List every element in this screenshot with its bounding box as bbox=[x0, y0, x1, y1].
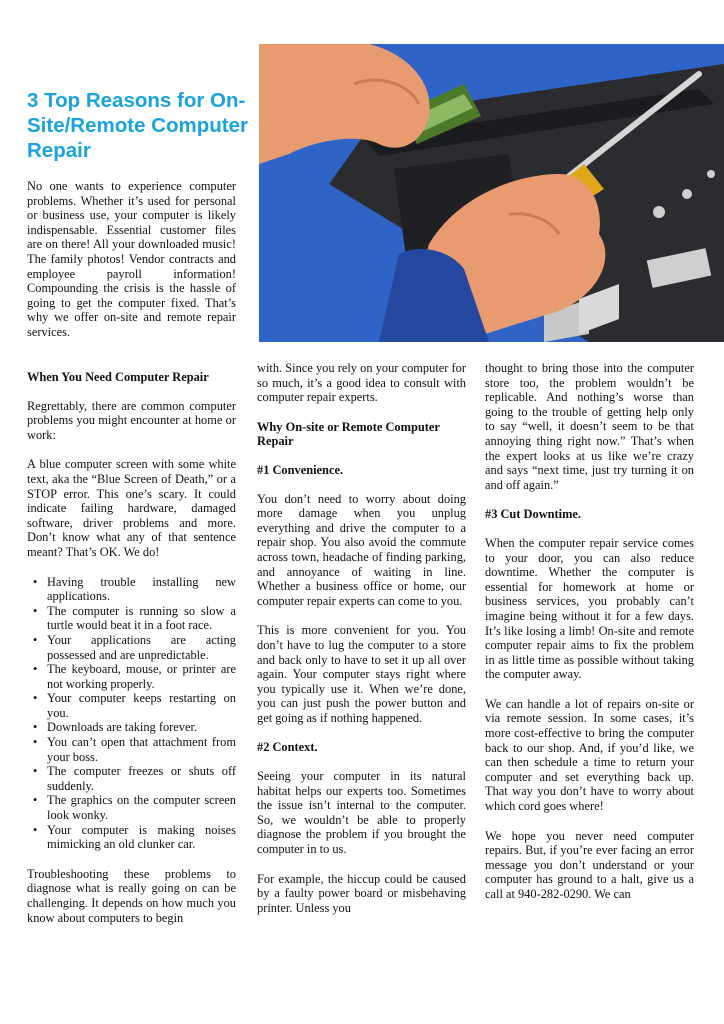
paragraph: You don’t need to worry about doing more damage when you unplug everything and drive the computer to a repair shop. You also avoid the commute across town, headache of finding parking, and annoyance of waiting in line. Whether a business office or home, our computer repair experts can come to you. bbox=[257, 491, 466, 608]
subheading-context: #2 Context. bbox=[257, 740, 318, 755]
list-item: • Your computer is making noises mimicking an old clunker car. bbox=[47, 823, 236, 852]
section-heading: When You Need Computer Repair bbox=[27, 370, 209, 384]
problem-list bbox=[27, 575, 236, 852]
intro-paragraph: No one wants to experience computer problems. Whether it’s used for personal or business use, your computer is likely indispensable. Essential customer files are on there! All your downloaded music! The family photos! Vendor contracts and employee payroll information! Compounding the crisis is the hassle of going to get the computer fixed. That’s why we offer on-site and remote repair services. bbox=[27, 179, 236, 339]
paragraph: thought to bring those into the computer store too, the problem wouldn’t be replicable. And nothing’s worse than going to the trouble of getting help only to say “well, it doesn’t seem to be that annoying thing right now.” That’s when the expert looks at us like we’re crazy and says “next time, just try turning it on and off again.” bbox=[485, 361, 694, 492]
list-item: • The computer is running so slow a turtle would beat it in a foot race. bbox=[47, 604, 236, 633]
laptop-repair-illustration bbox=[259, 44, 724, 342]
intro-column bbox=[27, 179, 236, 355]
paragraph: A blue computer screen with some white text, aka the “Blue Screen of Death,” or a STOP error. This one’s scary. It could indicate failing hardware, damaged software, driver problems and more. Don’t know what any of that sentence meant? That’s OK. We do! bbox=[27, 457, 236, 559]
subheading-cut-downtime: #3 Cut Downtime. bbox=[485, 507, 582, 522]
column-2 bbox=[257, 361, 466, 930]
column-3 bbox=[485, 361, 694, 917]
laptop-repair-icon bbox=[259, 44, 724, 342]
list-item: • The graphics on the computer screen look wonky. bbox=[47, 793, 236, 822]
paragraph: Troubleshooting these problems to diagnose what is really going on can be challenging. It depends on how much you know about computers to begin bbox=[27, 866, 236, 925]
article-title: 3 Top Reasons for On-Site/Remote Computer Repair bbox=[27, 89, 248, 162]
list-item: • Your applications are acting possessed and are unpredictable. bbox=[47, 633, 236, 662]
column-1 bbox=[27, 370, 236, 940]
paragraph: Seeing your computer in its natural habitat helps our experts too. Sometimes the issue isn’t internal to the computer. So, we wouldn’t be able to properly diagnose the problem if you brought the computer in to us. bbox=[257, 769, 466, 857]
list-item: • Your computer keeps restarting on you. bbox=[47, 691, 236, 720]
list-item: • The computer freezes or shuts off suddenly. bbox=[47, 764, 236, 793]
paragraph: For example, the hiccup could be caused by a faulty power board or misbehaving printer. Unless you bbox=[257, 871, 466, 915]
list-item: • Downloads are taking forever. bbox=[47, 720, 236, 735]
paragraph: We can handle a lot of repairs on-site or via remote session. In some cases, it’s more cost-effective to bring the computer back to our shop. And, if you’d like, we can then schedule a time to return your computer and set everything back up. That way you don’t have to worry about which cord goes where! bbox=[485, 696, 694, 814]
paragraph: When the computer repair service comes to your door, you can also reduce downtime. Whether the computer is essential for homework at home or business services, you probably can’t imagine being without it for a few days. It’s like losing a limb! On-site and remote computer repair aims to fix the problem in as little time as possible without taking the computer away. bbox=[485, 535, 694, 682]
section-heading: Why On-site or Remote Computer Repair bbox=[257, 419, 440, 449]
paragraph: Regrettably, there are common computer problems you might encounter at home or work: bbox=[27, 398, 236, 442]
subheading-convenience: #1 Convenience. bbox=[257, 462, 344, 477]
list-item: • You can’t open that attachment from your boss. bbox=[47, 735, 236, 764]
paragraph: This is more convenient for you. You don’t have to lug the computer to a store and back only to have to set it up all over again. Your computer stays right where you typically use it. When we’re done, you can just push the power button and get going as if nothing happened. bbox=[257, 623, 466, 725]
list-item: • The keyboard, mouse, or printer are not working properly. bbox=[47, 662, 236, 691]
paragraph: with. Since you rely on your computer for so much, it’s a good idea to consult with computer repair experts. bbox=[257, 361, 466, 405]
list-item: • Having trouble installing new applications. bbox=[47, 575, 236, 604]
paragraph: We hope you never need computer repairs. But, if you’re ever facing an error message you don’t understand or your computer has ground to a halt, give us a call at 940-282-0290. We can bbox=[485, 828, 694, 901]
